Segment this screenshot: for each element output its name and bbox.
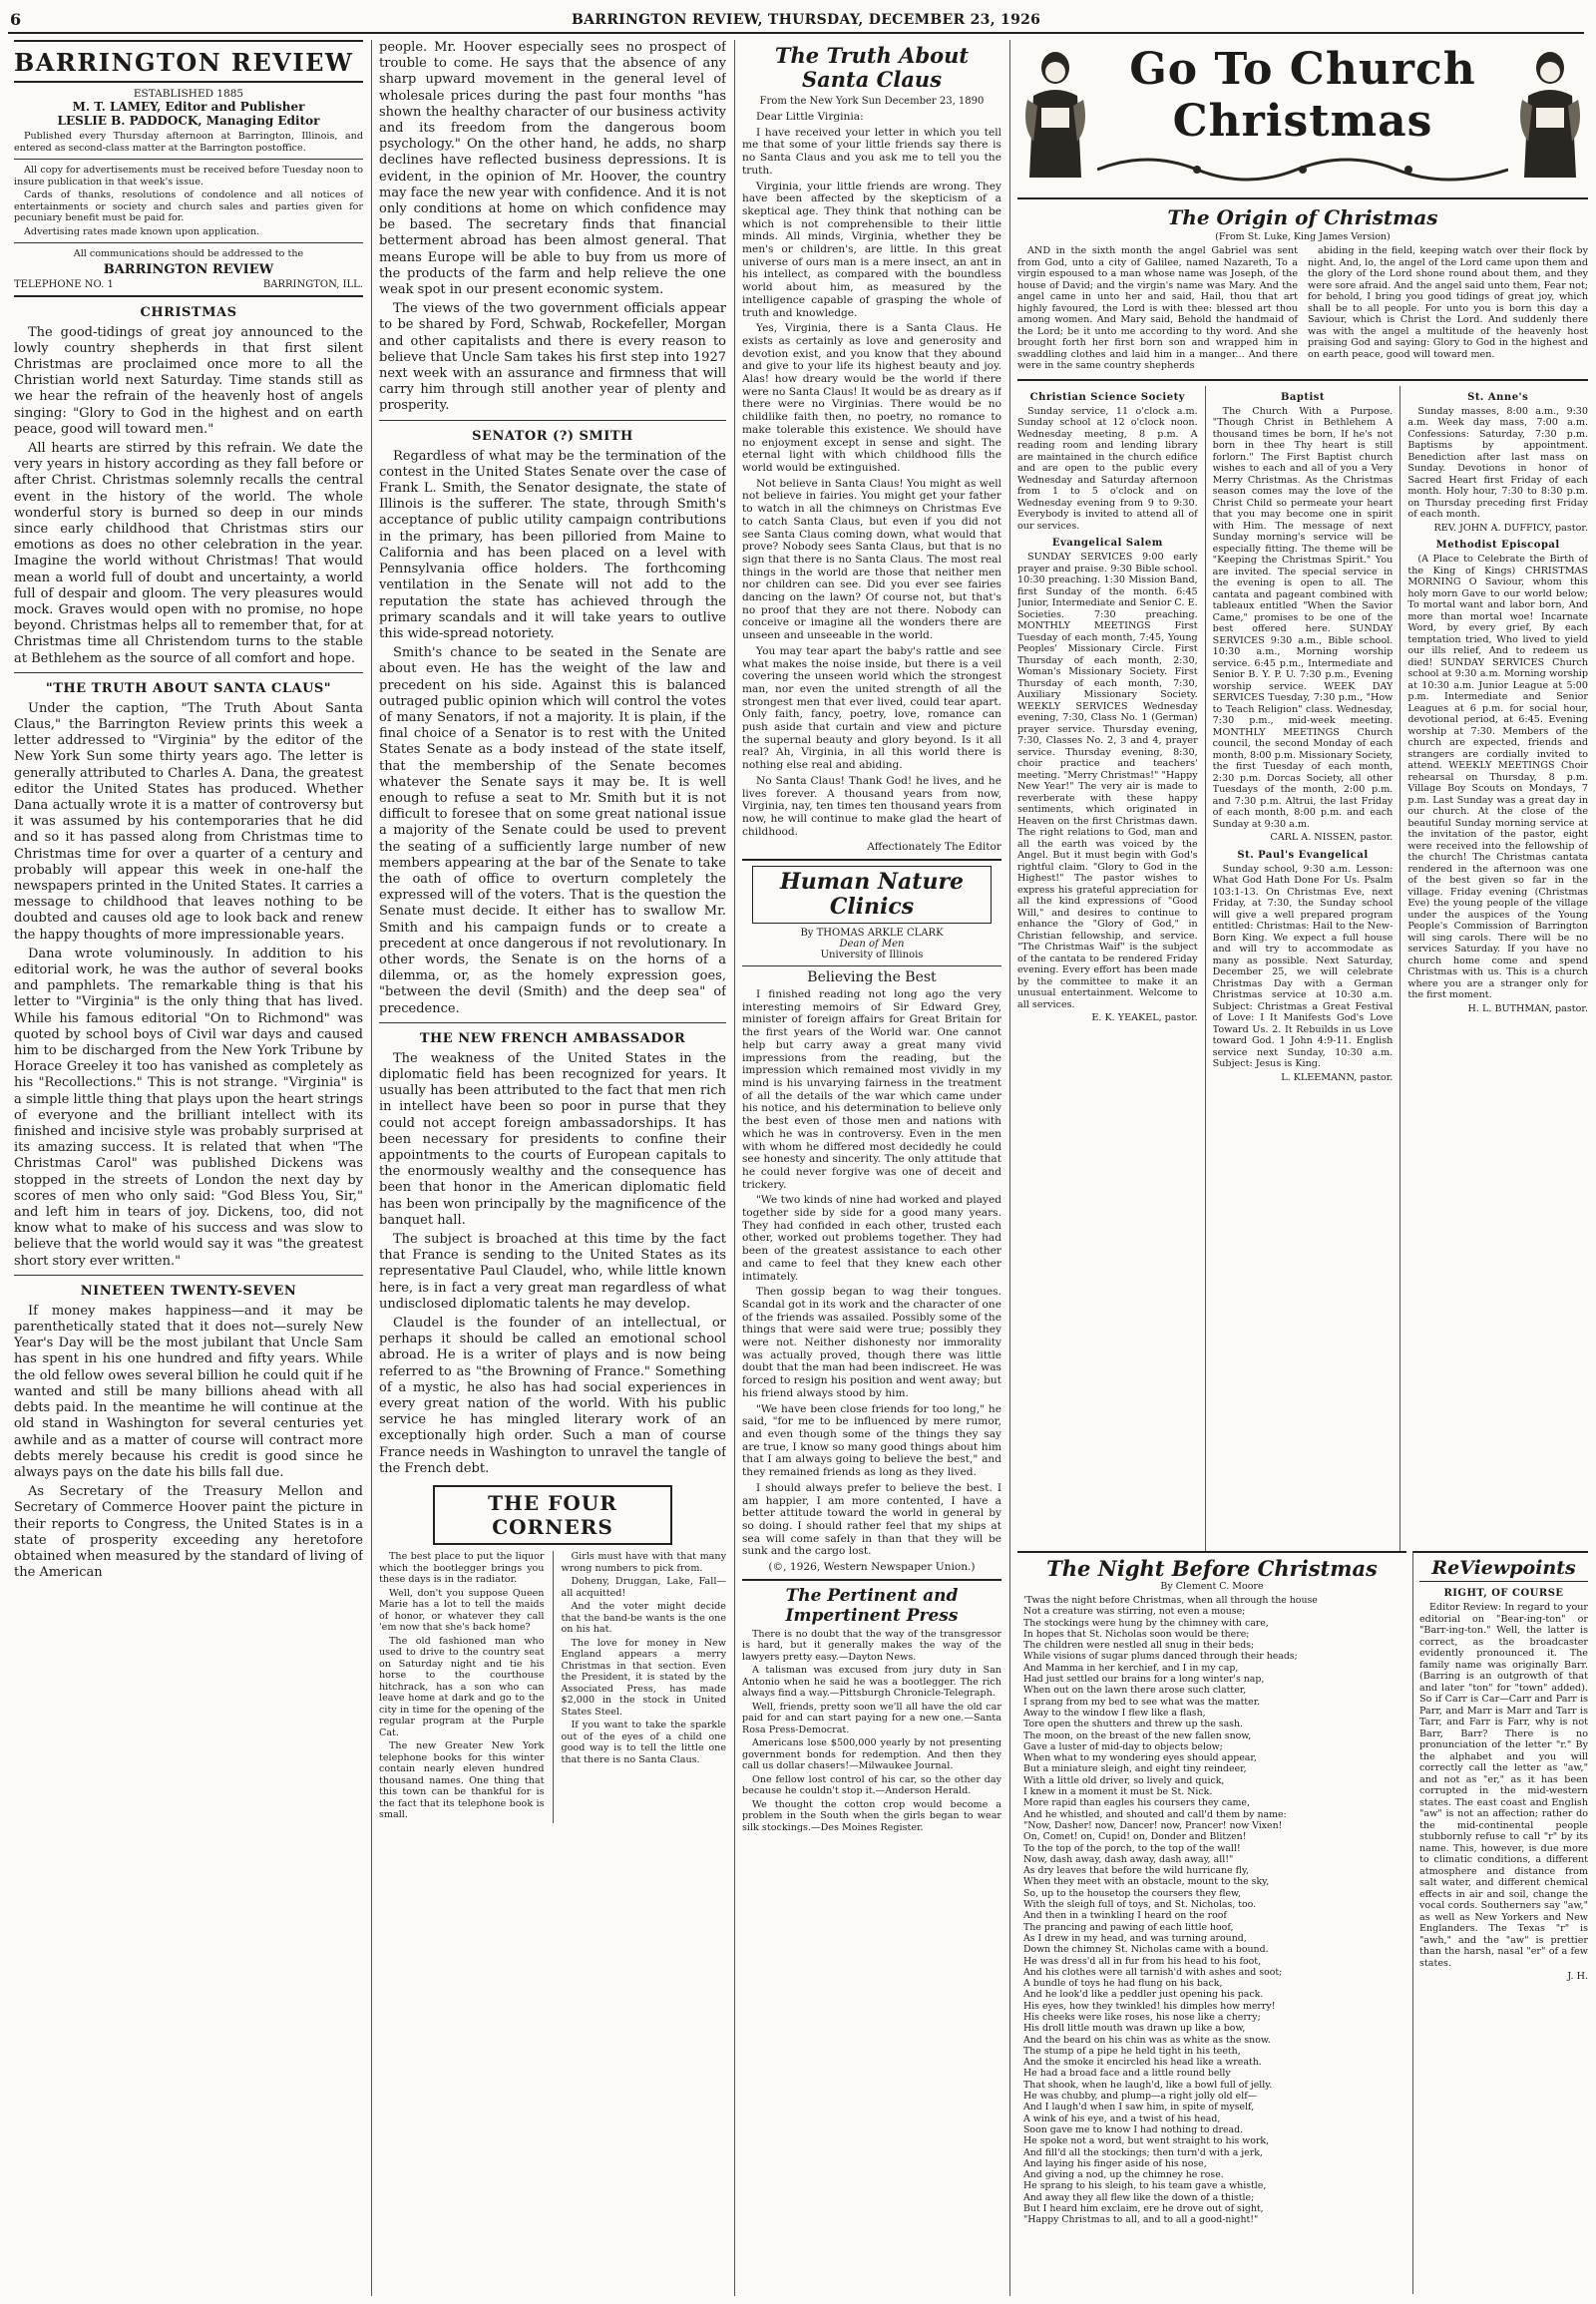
santa-editorial-p2: Dana wrote voluminously. In addition to his editorial work, he was the author of several books and pamphlets. The remarkable thing is that his letter to "Virginia" is the only thing that has lived. While his famous editorial "On to Richmond" was quoted by school boys of Civil war days and caused him to be discharged from the New York Tribune by Horace Greeley it too has vanished as completely as his "Recollections." This is not strange. "Virginia" is a simple little thing that plays upon the heart strings of everyone and the brilliant intellect with its finished and incisive style was probably surprised at its amazing success. It is related that when "The Christmas Carol" was published Dickens was stopped in the streets of London the next day by scores of men who only said: "God Bless You, Sir," and left him in tears of joy. Dickens, too, did not know what to make of his success and was slow to believe that the world would say it was "the greatest short story ever written." — [14, 946, 363, 1269]
reviewpoints-heading: RIGHT, OF COURSE — [1443, 1588, 1564, 1599]
poem-line: But I heard him exclaim, ere he drove out of sight, — [1023, 2203, 1264, 2215]
poem-line: And away they all flew like the down of a thistle; — [1023, 2191, 1255, 2203]
poem-line: More rapid than eagles his coursers they came, — [1023, 1797, 1250, 1809]
poem-line: And I laugh'd when I saw him, in spite of myself, — [1023, 2102, 1255, 2113]
four-corners-item-7: And the voter might decide that the band-be wants is the one on his hat. — [561, 1601, 726, 1636]
poem-line: 'Twas the night before Christmas, when all through the house — [1023, 1595, 1318, 1606]
poem-line: And Mamma in her kerchief, and I in my cap, — [1023, 1662, 1239, 1674]
masthead-title: BARRINGTON REVIEW — [14, 40, 363, 83]
poem-line: He spoke not a word, but went straight to his work, — [1023, 2135, 1270, 2147]
santa-letter-p3: Virginia, your little friends are wrong. They have been affected by the skepticism of a skeptical age. They think that nothing can be which is not comprehensible to their little minds. All minds, Virginia, whether they be men's or children's, are little. In this great universe of ours man is a mere insect, an ant in his intellect, as compared with the boundless world about him, as measured by the intelligence capable of grasping the whole of truth and knowledge. — [742, 180, 1001, 319]
poem-line: His droll little mouth was drawn up like a bow, — [1023, 2023, 1246, 2035]
poem-line: When what to my wondering eyes should appear, — [1023, 1752, 1257, 1764]
poem-line: Away to the window I flew like a flash, — [1023, 1707, 1206, 1719]
pertinent-press-item-4: Americans lose $500,000 yearly by not presenting government bonds for redemption. And then they call us dollar chasers!—Milwaukee Journal. — [742, 1737, 1001, 1772]
four-corners-item-1: The best place to put the liquor which the bootlegger brings you these days is in the radiator. — [379, 1551, 545, 1586]
masthead-address-name: BARRINGTON REVIEW — [103, 261, 274, 277]
holly-ornament-icon — [1097, 150, 1508, 190]
poem-line: His eyes, how they twinkled! his dimples how merry! — [1023, 2000, 1276, 2012]
poem-line: He was dress'd all in fur from his head to his foot, — [1023, 1955, 1262, 1967]
masthead-manager: LESLIE B. PADDOCK, Managing Editor — [57, 114, 320, 128]
ambassador-editorial-heading: THE NEW FRENCH AMBASSADOR — [419, 1030, 686, 1046]
human-nature-copyright: (©, 1926, Western Newspaper Union.) — [768, 1561, 976, 1574]
evangelical-salem-pastor: E. K. YEAKEL, pastor. — [1091, 1012, 1198, 1023]
poem-line: The stump of a pipe he held tight in his teeth, — [1023, 2045, 1241, 2057]
human-nature-role: Dean of Men — [839, 939, 905, 951]
christmas-editorial-heading: CHRISTMAS — [140, 304, 237, 320]
four-corners-item-6: Doheny, Druggan, Lake, Fall—all acquitted! — [561, 1576, 726, 1599]
human-nature-p2: "We two kinds of nine had worked and played together side by side for a good many years. They had confided in each other, trusted each other, worked out problems together. They had been of the greatest assistance to each other and came to feel that they knew each other intimately. — [742, 1194, 1001, 1283]
pertinent-press-item-5: One fellow lost control of his car, so the other day because he couldn't stop it.—Anderson Herald. — [742, 1773, 1001, 1797]
poem-line: While visions of sugar plums danced through their heads; — [1023, 1651, 1298, 1663]
poem-line: Gave a luster of mid-day to objects below; — [1023, 1740, 1223, 1752]
poem-line: The stockings were hung by the chimney with care, — [1023, 1617, 1269, 1629]
poem-line: When out on the lawn there arose such clatter, — [1023, 1685, 1247, 1697]
four-corners-item-5: Girls must have with that many wrong numbers to pick from. — [561, 1551, 726, 1574]
masthead-note-2: Cards of thanks, resolutions of condolence and all notices of entertainments or society and church sales and parties given for pecuniary benefit must be paid for. — [14, 190, 363, 223]
pertinent-press-item-1: There is no doubt that the way of the transgressor is hard, but it generally makes the way of the lawyers pretty easy.—Dayton News. — [742, 1628, 1001, 1663]
four-corners-item-2: Well, don't you suppose Queen Marie has a lot to tell the maids of honor, or whatever they call 'em now that she's back home? — [379, 1587, 545, 1634]
poem-line: To the top of the porch, to the top of the wall! — [1023, 1842, 1241, 1854]
origin-text-1: AND in the sixth month the angel Gabriel was sent from God, unto a city of Galilee, named Nazareth, To a virgin espoused to a man whose name was Joseph, of the house of David; and the virgin's name was Mary. And the angel came in unto her and said, Hail, thou that art highly favoured, the Lord is with thee: blessed art thou among women. And Mary said, Behold the handmaid of the Lord; be it unto me according to thy word. And she brought forth her first born son and wrapped him in swaddling clothes and laid him in a manger... And there were in the same country shepherds — [1017, 245, 1298, 371]
ambassador-editorial-p2: The subject is broached at this time by the fact that France is sending to the United States as its representative Paul Claudel, who, while little known here, is in fact a very great man regardless of what undisclosed diplomatic talents he may develop. — [379, 1232, 726, 1312]
santa-letter-p4: Yes, Virginia, there is a Santa Claus. He exists as certainly as love and generosity and devotion exist, and you know that they abound and give to your life its highest beauty and joy. Alas! how dreary would be the world if there were no Santa Claus! It would be as dreary as if there were no Virginias. There would be no childlike faith then, no poetry, no romance to make tolerable this existence. We should have no enjoyment except in sense and sight. The eternal light with which childhood fills the world would be extinguished. — [742, 322, 1001, 474]
poem-line: And laying his finger aside of his nose, — [1023, 2157, 1207, 2169]
poem-line: Tore open the shutters and threw up the sash. — [1023, 1719, 1243, 1730]
poem-line: And he whistled, and shouted and call'd them by name: — [1023, 1808, 1287, 1820]
poem-line: As dry leaves that before the wild hurricane fly, — [1023, 1865, 1249, 1877]
santa-letter-p1: Dear Little Virginia: — [756, 111, 864, 123]
pertinent-press-item-2: A talisman was excused from jury duty in San Antonio when he said he was a bootlegger. The rich always find a way.—Pittsburgh Chronicle-Telegraph. — [742, 1665, 1001, 1700]
evangelical-salem-heading: Evangelical Salem — [1051, 538, 1163, 549]
column-1 — [14, 40, 363, 2296]
poem-line: I sprang from my bed to see what was the matter. — [1023, 1696, 1261, 1708]
night-before-christmas-title: The Night Before Christmas — [1046, 1556, 1378, 1581]
poem-line: And then in a twinkling I heard on the roof — [1023, 1910, 1227, 1922]
origin-source: (From St. Luke, King James Version) — [1215, 231, 1391, 242]
santa-letter-p6: You may tear apart the baby's rattle and see what makes the noise inside, but there is a veil covering the unseen world which the strongest man, nor even the united strength of all the strongest men that ever lived, could tear apart. Only faith, fancy, poetry, love, romance can push aside that curtain and view and picture the supernal beauty and glory beyond. Is it all real? Ah, Virginia, in all this world there is nothing else real and abiding. — [742, 644, 1001, 772]
masthead-town: BARRINGTON, ILL. — [262, 278, 363, 290]
st-pauls-pastor: L. KLEEMANN, pastor. — [1281, 1071, 1394, 1083]
poem-line: In hopes that St. Nicholas soon would be there; — [1023, 1628, 1250, 1640]
poem-line: With a little old driver, so lively and quick, — [1023, 1774, 1225, 1786]
reviewpoints-signature: J. H. — [1567, 1971, 1588, 1982]
reviewpoints-title: ReViewpoints — [1419, 1557, 1588, 1582]
night-before-christmas-byline: By Clement C. Moore — [1160, 1581, 1264, 1592]
santa-editorial-p1: Under the caption, "The Truth About Santa Claus," the Barrington Review prints this week a letter addressed to "Virginia" by the editor of the New York Sun some thirty years ago. The letter is generally attributed to Charles A. Dana, the greatest editor the United States has produced. Whether Dana actually wrote it is a matter of controversy but it was assumed by his contemporaries that he did and so it has passed along from Christmas time to Christmas time for over a quarter of a century and probably will appear this week in one-half the newspapers printed in the United States. It carries a message to childhood that leaves nothing to be doubted and causes old age to look back and renew the happy thoughts of more impressionable years. — [14, 700, 363, 943]
masthead-telephone: TELEPHONE NO. 1 — [14, 278, 114, 290]
christmas-editorial-p1: The good-tidings of great joy announced to the lowly country shepherds in that first silent Christmas are proclaimed once more to all the Christian world next Saturday. Time stands still as we hear the refrain of the heavenly host of angels singing: "Glory to God in the highest and on earth peace, good will toward men." — [14, 324, 363, 437]
st-annes-text: Sunday masses, 8:00 a.m., 9:30 a.m. Week day mass, 7:00 a.m. Confessions: Saturday, 7:30 p.m. Baptisms by appointment. Benediction after last mass on Sunday. Devotions in honor of Sacred Heart first Friday of each month. Holy hour, 7:30 to 8:30 p.m. on Thursday preceding first Friday of each month. — [1407, 405, 1588, 520]
poem-line: A bundle of toys he had flung on his back, — [1023, 1978, 1223, 1990]
nineteen-editorial-p1: If money makes happiness—and it may be parenthetically stated that it does not—surely New Year's Day will be the most jubilant that Uncle Sam has spent in his one hundred and fifty years. While the old fellow owes several billion he could quit if he wanted and still be many billions ahead with all debts paid. In the meantime he will continue at the old stand in Washington for several centuries yet awhile and as a matter of course will contract more debts merely because his credit is good since he always pays on the date his bills fall due. — [14, 1303, 363, 1480]
four-corners-title: THE FOUR CORNERS — [433, 1485, 672, 1545]
christian-science-heading: Christian Science Society — [1029, 391, 1185, 403]
methodist-text: (A Place to Celebrate the Birth of the King of Kings) CHRISTMAS MORNING O Saviour, whom this holy morn Gave to our world below; To mortal want and labor born, And more than mortal woe! Incarnate Word, by every grief, By each temptation tried, Who lived to yield our ills relief, And to redeem us died! SUNDAY SERVICES Church school at 9:30 a.m. Morning worship at 10:30 a.m. Junior League at 5:00 p.m. Intermediate and Senior Leagues at 6 p.m. for social hour, devotional period, at 6:45. Evening worship at 7:30. Members of the church are expected, friends and strangers are cordially invited to attend. WEEKLY MEETINGS Choir rehearsal on Thursday, 8 p.m. Village Boy Scouts on Mondays, 7 p.m. Last Sunday was a great day in our church. At the close of the beautiful Sunday morning service at the invitation of the pastor, eight were received into the fellowship of the church! The Christmas cantata rendered in the afternoon was one of the best given so far in the village. Friday evening (Christmas Eve) the young people of the village under the auspices of the Young People's Commission of Barrington will sing carols. There will be no services Saturday. If you have no church home come and spend Christmas with us. This is a church where you are a stranger only for the first moment. — [1407, 554, 1588, 1000]
poem-line: "Now, Dasher! now, Dancer! now, Prancer! now Vixen! — [1023, 1819, 1283, 1831]
human-nature-title: Human Nature Clinics — [779, 869, 965, 921]
four-corners-box — [379, 1485, 726, 1823]
ambassador-editorial-p1: The weakness of the United States in the diplomatic field has been recognized for years. It usually has been attributed to the fact that men rich in intellect have been so poor in purse that they could not accept foreign ambassadorships. It has been necessary for presidents to confine their appointments to the courts of European capitals to the enormously wealthy and the consequence has been that honor in the American diplomatic field has been won principally by the magnificence of the banquet hall. — [379, 1050, 726, 1228]
human-nature-subtitle: Believing the Best — [742, 965, 1001, 985]
baptist-text: The Church With a Purpose. "Though Christ in Bethlehem A thousand times be born, If he's not born in thee Thy heart is still forlorn." The First Baptist church wishes to each and all of you a Very Merry Christmas. As the Christmas season comes may the love of the Christ Child so permeate your heart that you may become one in spirit with Him. The message of next Sunday morning's service will be especially fitting. The theme will be "Keeping the Christmas Spirit." You are invited. The special service in the evening is open to all. The cantata and pageant combined with tableaux entitled "When the Savior Came," promises to be one of the best offered here. SUNDAY SERVICES 9:30 a.m., Bible school. 10:30 a.m., Morning worship service. 6:45 p.m., Intermediate and Senior B. Y. P. U. 7:30 p.m., Evening worship service. WEEK DAY SERVICES Tuesday, 7:30 p.m., "How to Teach Religion" class. Wednesday, 7:30 p.m., mid-week meeting. MONTHLY MEETINGS Church council, the second Monday of each month, 8:00 p.m. Missionary Society, the first Tuesday of each month, 2:30 p.m. Dorcas Society, all other Tuesdays of the month, 2:00 p.m. and 7:30 p.m. Altrui, the last Friday of each month, 8:00 p.m. and each Sunday at 9:30 a.m. — [1212, 405, 1394, 830]
st-annes-heading: St. Anne's — [1467, 391, 1529, 403]
santa-letter-title: The Truth About Santa Claus — [774, 43, 970, 92]
hoover-continued-p2: The views of the two government officials appear to be shared by Ford, Schwab, Rockefeller, Morgan and other capitalists and there is every reason to believe that Uncle Sam takes his first step into 1927 next week with an assurance and firmness that will carry him through still another year of plenty and prosperity. — [379, 301, 726, 414]
pertinent-press-item-3: Well, friends, pretty soon we'll all have the old car paid for and can start paying for a new one.—Santa Rosa Press-Democrat. — [742, 1701, 1001, 1735]
poem-line: He sprang to his sleigh, to his team gave a whistle, — [1023, 2180, 1267, 2192]
senator-editorial-heading: SENATOR (?) SMITH — [472, 428, 633, 444]
santa-letter-sign: Affectionately The Editor — [867, 841, 1001, 854]
human-nature-title-box — [752, 866, 992, 924]
santa-letter-source: From the New York Sun December 23, 1890 — [759, 96, 985, 107]
christmas-editorial-p2: All hearts are stirred by this refrain. We date the very years in history according as they fall before or after Christ. Christmas solemnly recalls the central event in the history of the world. The whole wonderful story is burned so deep in our minds since early childhood that Christmas stirs our emotions as does no other celebration in the year. Imagine the world without Christmas! That would mean a world full of doubt and uncertainty, a world full of despair and gloom. The very pleasures would mock. Graves would open with no promise, no hope beyond. Christmas helps all to remember that, for at Christmas time all Christendom turns to the stable at Bethlehem as the source of all comfort and hope. — [14, 440, 363, 666]
church-banner — [1017, 40, 1588, 199]
poem-line: A wink of his eye, and a twist of his head, — [1023, 2112, 1221, 2124]
poem-line: Had just settled our brains for a long winter's nap, — [1023, 1674, 1265, 1686]
reviewpoints-box — [1412, 1551, 1588, 2294]
origin-text-2: abiding in the field, keeping watch over their flock by night. And, lo, the angel of the Lord came upon them and the glory of the Lord shone round about them, and they were sore afraid. And the angel said unto them, Fear not; for behold, I bring you good tidings of great joy, which shall be to all people. For unto you is born this day a Saviour, which is Christ the Lord. And suddenly there was with the angel a multitude of the heavenly host praising God and saying: Glory to God in the highest and on earth peace, good will toward men. — [1308, 245, 1588, 360]
human-nature-p4: "We have been close friends for too long," he said, "for me to be influenced by mere rumor, and even though some of the things they say are true, I know so many good things about him that I am always going to believe the best," and they remained friends as long as they lived. — [742, 1402, 1001, 1479]
human-nature-p5: I should always prefer to believe the best. I am happier, I am more contented, I have a better attitude toward the world in general by so doing. I should rather feel that my ships at sea will come safely in than that they will be sunk and the cargo lost. — [742, 1481, 1001, 1558]
poem-line: The moon, on the breast of the new fallen snow, — [1023, 1729, 1252, 1741]
human-nature-university: University of Illinois — [820, 950, 924, 961]
four-corners-item-4: The new Greater New York telephone books for this winter contain nearly eleven hundred thousand names. One thing that this town can be thankful for is the fact that its telephone book is small. — [379, 1740, 545, 1821]
angel-left-icon — [1023, 46, 1087, 186]
masthead-note-1: All copy for advertisements must be received before Tuesday noon to insure publication in that week's issue. — [14, 165, 363, 188]
santa-letter-p2: I have received your letter in which you tell me that some of your little friends say there is no Santa Claus and you ask me to tell you the truth. — [742, 126, 1001, 177]
pertinent-press-title: The Pertinent and Impertinent Press — [785, 1585, 959, 1626]
baptist-heading: Baptist — [1280, 391, 1326, 403]
poem-line: The prancing and pawing of each little hoof, — [1023, 1921, 1234, 1933]
four-corners-item-8: The love for money in New England appears a merry Christmas in that section. Even the President, it is stated by the Associated Press, has made $2,000 in the stock in United States Steel. — [561, 1637, 726, 1718]
four-corners-item-9: If you want to take the sparkle out of the eyes of a child one good way is to tell the little one that there is no Santa Claus. — [561, 1720, 726, 1765]
poem-line: Now, dash away, dash away, dash away, all!" — [1023, 1853, 1234, 1865]
masthead — [14, 40, 363, 297]
poem-line: As I drew in my head, and was turning around, — [1023, 1932, 1247, 1944]
baptist-pastor: CARL A. NISSEN, pastor. — [1270, 832, 1394, 843]
night-before-christmas-box — [1017, 1551, 1406, 2294]
poem-line: But a miniature sleigh, and eight tiny reindeer, — [1023, 1763, 1247, 1775]
column-2 — [379, 40, 726, 2296]
poem-line: So, up to the housetop the coursers they flew, — [1023, 1887, 1241, 1899]
poem-line: With the sleigh full of toys, and St. Nicholas, too. — [1023, 1899, 1257, 1911]
angel-right-icon — [1518, 46, 1582, 186]
masthead-established: ESTABLISHED 1885 — [133, 88, 244, 100]
dateline: BARRINGTON REVIEW, THURSDAY, DECEMBER 23, 1926 — [572, 12, 1041, 28]
masthead-address-note: All communications should be addressed to the — [73, 248, 304, 259]
poem-line: Down the chimney St. Nicholas came with a bound. — [1023, 1944, 1269, 1956]
pertinent-press-item-6: We thought the cotton crop would become a problem in the South when the girls began to wear silk stockings.—Des Moines Register. — [742, 1798, 1001, 1833]
poem-line: When they meet with an obstacle, mount to the sky, — [1023, 1876, 1270, 1888]
poem-line: I knew in a moment it must be St. Nick. — [1023, 1786, 1213, 1798]
church-banner-title: Go To Church Christmas — [1129, 44, 1476, 147]
poem-line: "Happy Christmas to all, and to all a good-night!" — [1023, 2214, 1259, 2226]
poem-line: That shook, when he laugh'd, like a bowl full of jelly. — [1023, 2079, 1273, 2091]
page-number: 6 — [10, 10, 22, 29]
poem-line: And giving a nod, up the chimney he rose. — [1023, 2169, 1224, 2181]
human-nature-byline: By THOMAS ARKLE CLARK — [800, 928, 944, 940]
santa-letter-p5: Not believe in Santa Claus! You might as well not believe in fairies. You might get your father to watch in all the chimneys on Christmas Eve to catch Santa Claus, but even if you did not see Santa Claus coming down, what would that prove? Nobody sees Santa Claus, but that is no sign that there is no Santa Claus. The most real things in the world are those that neither men nor children can see. Did you ever see fairies dancing on the lawn? Of course not, but that's no proof that they are not there. Nobody can conceive or imagine all the wonders there are unseen and unseeable in the world. — [742, 477, 1001, 642]
poem-line: On, Comet! on, Cupid! on, Donder and Blitzen! — [1023, 1831, 1247, 1843]
senator-editorial-p2: Smith's chance to be seated in the Senate are about even. He has the weight of the law and precedent on his side. Against this is balanced outraged public opinion which will control the votes of many Senators, if not a majority. It is plain, if the final choice of a Senator is to rest with the United States Senate as a body instead of the state itself, that the membership of the Senate becomes whatever the Senate says it may be. It is well enough to refuse a seat to Mr. Smith but it is not difficult to foresee that on some great national issue a majority of the Senate could be used to prevent the seating of a sufficiently large number of new members appearing at the bar of the Senate to take the oath of office to overturn completely the expressed will of the voters. That is the question the Senate must decide. It either has to swallow Mr. Smith and his campaign funds or to create a precedent at once dangerous if not revolutionary. In other words, the Senate is on the horns of a dilemma, or, as the homely expression goes, "between the devil (Smith) and the deep sea" of precedence. — [379, 645, 726, 1016]
human-nature-p3: Then gossip began to wag their tongues. Scandal got in its work and the character of one of the friends was assailed. Possibly some of the things that were said were true; possibly they were not. Neither dishonesty nor immorality was actually proved, though there was little doubt that the man had been indiscreet. He was forced to resign his position and went away; but his friend always stood by him. — [742, 1286, 1001, 1399]
four-corners-item-3: The old fashioned man who used to drive to the country seat on Saturday night and tie his horse to the courthouse hitchrack, has a son who can leave home at dark and go to the city in time for the opening of the regular program at the Purple Cat. — [379, 1635, 545, 1738]
methodist-heading: Methodist Episcopal — [1435, 540, 1560, 551]
masthead-note-3: Advertising rates made known upon application. — [24, 225, 260, 237]
poem-line: And he look'd like a peddler just opening his pack. — [1023, 1989, 1264, 2001]
ambassador-editorial-p3: Claudel is the founder of an intellectual, or perhaps it should be called an emotional school abroad. He is a writer of plays and is now being referred to as "the Browning of France." Something of a mystic, he also has had social experiences in every great nation of the world. With his public service he has mingled literary work of an exceptionally high order. Such a man of course France needs in Washington to unravel the tangle of the French debt. — [379, 1316, 726, 1476]
st-pauls-text: Sunday school, 9:30 a.m. Lesson: What God Hath Done For Us. Psalm 103:1-13. On Christmas Eve, next Friday, at 7:30, the Sunday school will give a well prepared program entitled: Christmas: Hail to the New-Born King. We expect a full house and will try to accommodate as many as possible. Next Saturday, December 25, we will celebrate Christmas Day with a German Christmas service at 10:30 a.m. Subject: Christmas a Great Festival of Love: I It Manifests God's Love Toward Us. 2. It Rebuilds in us Love toward God. 1 John 4:9-11. English service next Sunday, 10:30 a.m. Subject: Jesus is King. — [1212, 863, 1394, 1069]
dateline-bar — [8, 8, 1586, 36]
nineteen-editorial-p2: As Secretary of the Treasury Mellon and Secretary of Commerce Hoover paint the picture in their reports to Congress, the United States is in a state of prosperity exceeding any heretofore obtained when measured by the standard of living of the American — [14, 1484, 363, 1581]
senator-editorial-p1: Regardless of what may be the termination of the contest in the United States Senate over the case of Frank L. Smith, the Senator designate, the state of Illinois is the sufferer. The state, through Smith's acceptance of public utility campaign contributions in the primary, has been pilloried from Maine to California and has been placed on a level with Pennsylvania office holders. The forthcoming ventilation in the Senate will not add to the reputation the state has achieved through the primary scandals and it will take years to outlive this wide-spread notoriety. — [379, 448, 726, 641]
santa-letter-p7: No Santa Claus! Thank God! he lives, and he lives forever. A thousand years from now, Virginia, nay, ten times ten thousand years from now, he will continue to make glad the heart of childhood. — [742, 774, 1001, 838]
column-3 — [742, 40, 1001, 2296]
poem-line: And fill'd all the stockings; then turn'd with a jerk, — [1023, 2146, 1263, 2158]
masthead-published: Published every Thursday afternoon at Barrington, Illinois, and entered as second-class matter at the Barrington postoffice. — [14, 131, 363, 154]
masthead-editor: M. T. LAMEY, Editor and Publisher — [72, 100, 305, 114]
methodist-pastor: H. L. BUTHMAN, pastor. — [1467, 1002, 1588, 1014]
poem-line: And the beard on his chin was as white as the snow. — [1023, 2034, 1271, 2046]
poem-line: And his clothes were all tarnish'd with ashes and soot; — [1023, 1966, 1283, 1978]
reviewpoints-text: Editor Review: In regard to your editorial on "Bear-ing-ton" or "Barr-ing-ton." Well, the latter is correct, as the broadcaster evidently pronounced it. The family name was originally Barr. (Barring is an outgrowth of that and later "ton" for "town" added). So if Carr is Car—Carr and Parr is Parr, and Marr is Marr and Tarr is Tarr, and Farr is Farr, why is not Barr, Barr? There is no pronunciation of the letter "r." By the alphabet and you will correctly call the letter as "aw," and not as "er," as it has been corrupted in the mid-western states. The east coast and English "aw" is not an affection; rather do the mid-continental people stubbornly refuse to call "r" by its name. This, however, is due more to climatic conditions, a different atmosphere and distance from salt water, and different chemical effects in air and soil, change the vocal cords. Southerners say "aw," as well as New Yorkers and New Englanders. The Texas "r" is "awh," and the "aw" is prettier than the harsh, nasal "er" of a few states. — [1419, 1602, 1588, 1969]
santa-editorial-heading: "THE TRUTH ABOUT SANTA CLAUS" — [45, 680, 332, 696]
poem-line: Not a creature was stirring, not even a mouse; — [1023, 1606, 1246, 1618]
poem-line: And the smoke it encircled his head like a wreath. — [1023, 2057, 1262, 2069]
poem-line: The children were nestled all snug in their beds; — [1023, 1640, 1255, 1652]
hoover-continued-p1: people. Mr. Hoover especially sees no prospect of trouble to come. He says that the absence of any sharp upward movement in the general level of wholesale prices during the past four months "has shown the healthy character of our business activity and its freedom from the dangerous boom psychology." On the other hand, he adds, no sharp declines have reflected business depressions. It is evident, in the opinion of Mr. Hoover, the country may face the new year with confidence. And it is not only conditions at home on which confidence may be based. The secretary finds that financial betterment abroad has been almost general. That means Europe will be able to buy from us more of the products of the farm and help relieve the one weak spot in our present economic system. — [379, 40, 726, 298]
evangelical-salem-text: SUNDAY SERVICES 9:00 early prayer and praise. 9:30 Bible school. 10:30 preaching. 1:30 Mission Band, first Sunday of the month. 6:45 Junior, Intermediate and Senior C. E. Societies. 7:30 preaching. MONTHLY MEETINGS First Tuesday of each month, 7:45, Young Peoples' Missionary Circle. First Thursday of each month, 2:30, Woman's Missionary Society. First Thursday of each month, 7:30, Auxiliary Missionary Society. WEEKLY SERVICES Wednesday evening, 7:30, Class No. 1 (German) prayer service. Thursday evening, 7:30, Classes No. 2, 3 and 4, prayer service. Thursday evening, 8:30, choir practice and teachers' meeting. "Merry Christmas!" "Happy New Year!" The very air is made to reverberate with these happy sentiments, which originated in Heaven on the first Christmas dawn. The right relations to God, man and all the earth was voiced by the Angel. But it must begin with God's rightful claim. "Glory to God in the Highest!" The pastor wishes to express his grateful appreciation for all the kind expressions of "Good Will," and desires to continue to enhance the "Glory of God," in Christian fellowship, and service. "The Christmas Waif" is the subject of the cantata to be rendered Friday evening. Every effort has been made by the committee to make it an unusual entertainment. Welcome to all services. — [1017, 552, 1198, 1010]
human-nature-p1: I finished reading not long ago the very interesting memoirs of Sir Edward Grey, minister of foreign affairs for Great Britain for the first years of the World war. One cannot help but carry away a great many vivid impressions from the reading, but the impression which remained most vividly in my mind is his unvarying fairness in the treatment of all the details of the war which came under his notice, and his determination to believe only the best even of those men and nations with which he was in controversy. Even in the men with whom he differed most decidedly he could see honesty and sincerity. The only attitude that he could never forgive was one of deceit and trickery. — [742, 988, 1001, 1191]
poem-line: His cheeks were like roses, his nose like a cherry; — [1023, 2011, 1261, 2023]
nineteen-editorial-heading: NINETEEN TWENTY-SEVEN — [80, 1283, 297, 1299]
origin-title: The Origin of Christmas — [1167, 205, 1438, 229]
poem-line: He had a broad face and a little round belly — [1023, 2068, 1231, 2080]
poem-line: Soon gave me to know I had nothing to dread. — [1023, 2123, 1244, 2135]
christian-science-text: Sunday service, 11 o'clock a.m. Sunday school at 12 o'clock noon. Wednesday meeting, 8 p.m. A reading room and lending library are maintained in the church edifice and are open to the public every Wednesday and Saturday afternoon from 1 to 5 o'clock and on Wednesday evening from 9 to 9:30. Everybody is invited to attend all of our services. — [1017, 405, 1198, 532]
st-annes-pastor: REV. JOHN A. DUFFICY, pastor. — [1433, 522, 1588, 534]
st-pauls-heading: St. Paul's Evangelical — [1237, 849, 1369, 861]
poem-line: He was chubby, and plump—a right jolly old elf— — [1023, 2091, 1258, 2103]
